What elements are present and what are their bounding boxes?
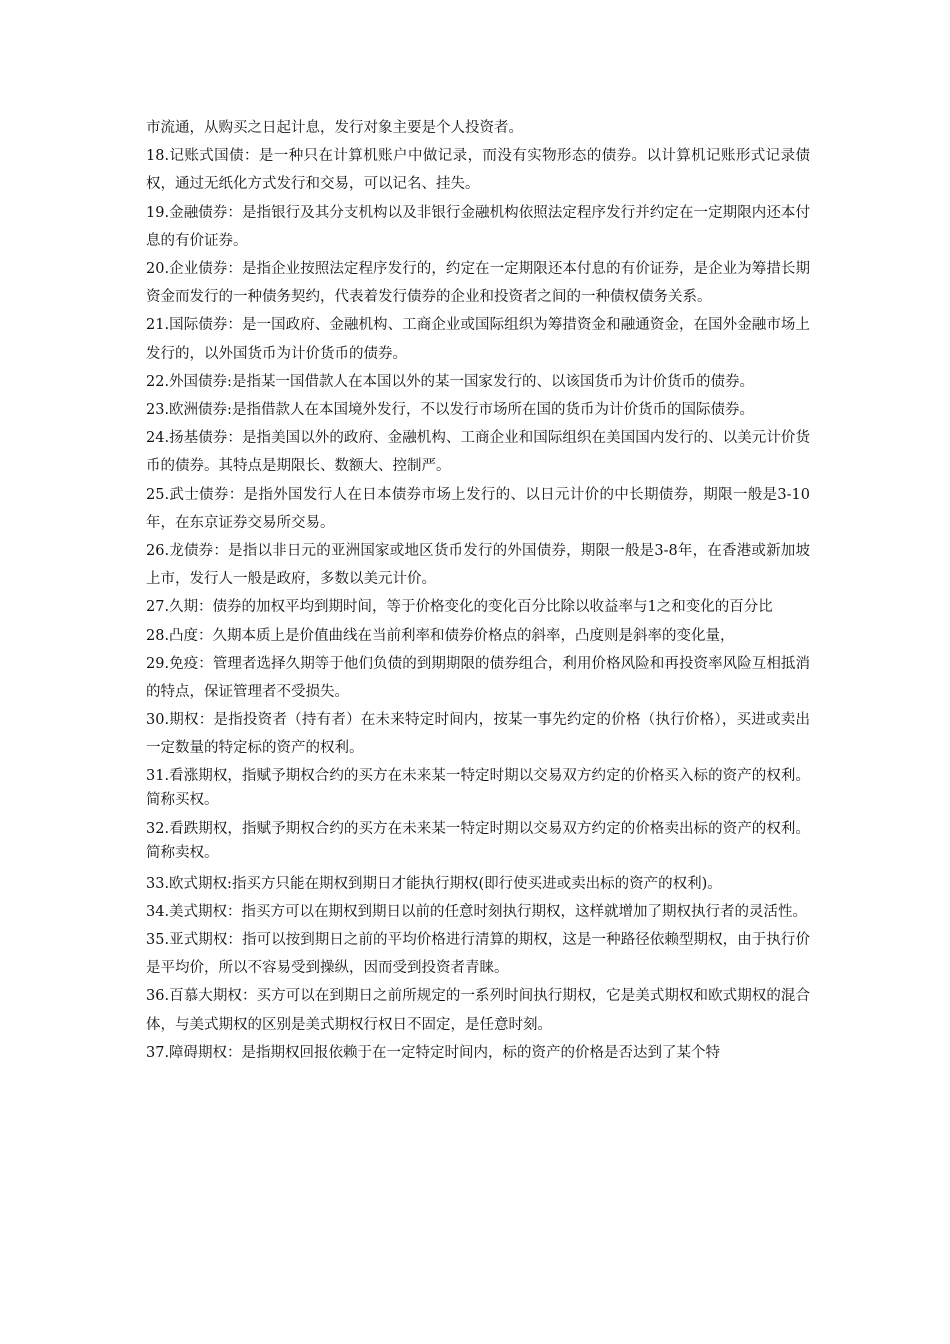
paragraph-32: 32.看跌期权，指赋予期权合约的买方在未来某一特定时期以交易双方约定的价格卖出标的资产的权利。简称卖权。 (146, 820, 810, 862)
paragraph-26: 26.龙债券：是指以非日元的亚洲国家或地区货币发行的外国债券，期限一般是3-8年，在香港或新加坡上市，发行人一般是政府，多数以美元计价。 (146, 543, 810, 588)
paragraph-37: 37.障碍期权：是指期权回报依赖于在一定特定时间内，标的资产的价格是否达到了某个特 (146, 1044, 721, 1061)
paragraph-25: 25.武士债券：是指外国发行人在日本债券市场上发行的、以日元计价的中长期债券，期限一般是3-10年，在东京证券交易所交易。 (146, 486, 810, 531)
paragraph-30: 30.期权：是指投资者（持有者）在未来特定时间内，按某一事先约定的价格（执行价格），买进或卖出一定数量的特定标的资产的权利。 (146, 712, 810, 757)
paragraph-33: 33.欧式期权:指买方只能在期权到期日才能执行期权(即行使买进或卖出标的资产的权利)。 (146, 875, 722, 892)
paragraph-20: 20.企业债券：是指企业按照法定程序发行的，约定在一定期限还本付息的有价证券，是企业为筹措长期资金而发行的一种债务契约，代表着发行债券的企业和投资者之间的一种债权债务关系。 (146, 261, 810, 306)
paragraph-22: 22.外国债券:是指某一国借款人在本国以外的某一国家发行的、以该国货币为计价货币的债券。 (146, 373, 754, 390)
paragraph-27: 27.久期：债券的加权平均到期时间，等于价格变化的变化百分比除以收益率与1之和变化的百分比 (146, 599, 773, 616)
paragraph-29: 29.免疫：管理者选择久期等于他们负债的到期期限的债券组合，利用价格风险和再投资率风险互相抵消的特点，保证管理者不受损失。 (146, 655, 810, 701)
paragraph-36: 36.百慕大期权：买方可以在到期日之前所规定的一系列时间执行期权，它是美式期权和欧式期权的混合体，与美式期权的区别是美式期权行权日不固定，是任意时刻。 (146, 988, 810, 1033)
paragraph-21: 21.国际债券：是一国政府、金融机构、工商企业或国际组织为筹措资金和融通资金，在国外金融市场上发行的，以外国货币为计价货币的债券。 (146, 317, 810, 362)
paragraph-18: 18.记账式国债：是一种只在计算机账户中做记录，而没有实物形态的债券。以计算机记账形式记录债权，通过无纸化方式发行和交易，可以记名、挂失。 (146, 148, 810, 193)
paragraph-34: 34.美式期权：指买方可以在期权到期日以前的任意时刻执行期权，这样就增加了期权执行者的灵活性。 (146, 903, 808, 920)
document-page (146, 114, 810, 1067)
paragraph-35: 35.亚式期权：指可以按到期日之前的平均价格进行清算的期权，这是一种路径依赖型期权，由于执行价是平均价，所以不容易受到操纵，因而受到投资者青睐。 (146, 932, 810, 977)
paragraph-31: 31.看涨期权，指赋予期权合约的买方在未来某一特定时期以交易双方约定的价格买入标的资产的权利。简称买权。 (146, 767, 810, 809)
paragraph-28: 28.凸度：久期本质上是价值曲线在当前利率和债券价格点的斜率，凸度则是斜率的变化量， (146, 627, 735, 644)
paragraph-24: 24.扬基债券：是指美国以外的政府、金融机构、工商企业和国际组织在美国国内发行的、以美元计价货币的债券。其特点是期限长、数额大、控制严。 (146, 430, 810, 475)
paragraph-23: 23.欧洲债券:是指借款人在本国境外发行，不以发行市场所在国的货币为计价货币的国际债券。 (146, 402, 754, 419)
paragraph-19: 19.金融债券：是指银行及其分支机构以及非银行金融机构依照法定程序发行并约定在一定期限内还本付息的有价证券。 (146, 204, 810, 249)
paragraph-continuation: 市流通，从购买之日起计息，发行对象主要是个人投资者。 (146, 120, 523, 136)
